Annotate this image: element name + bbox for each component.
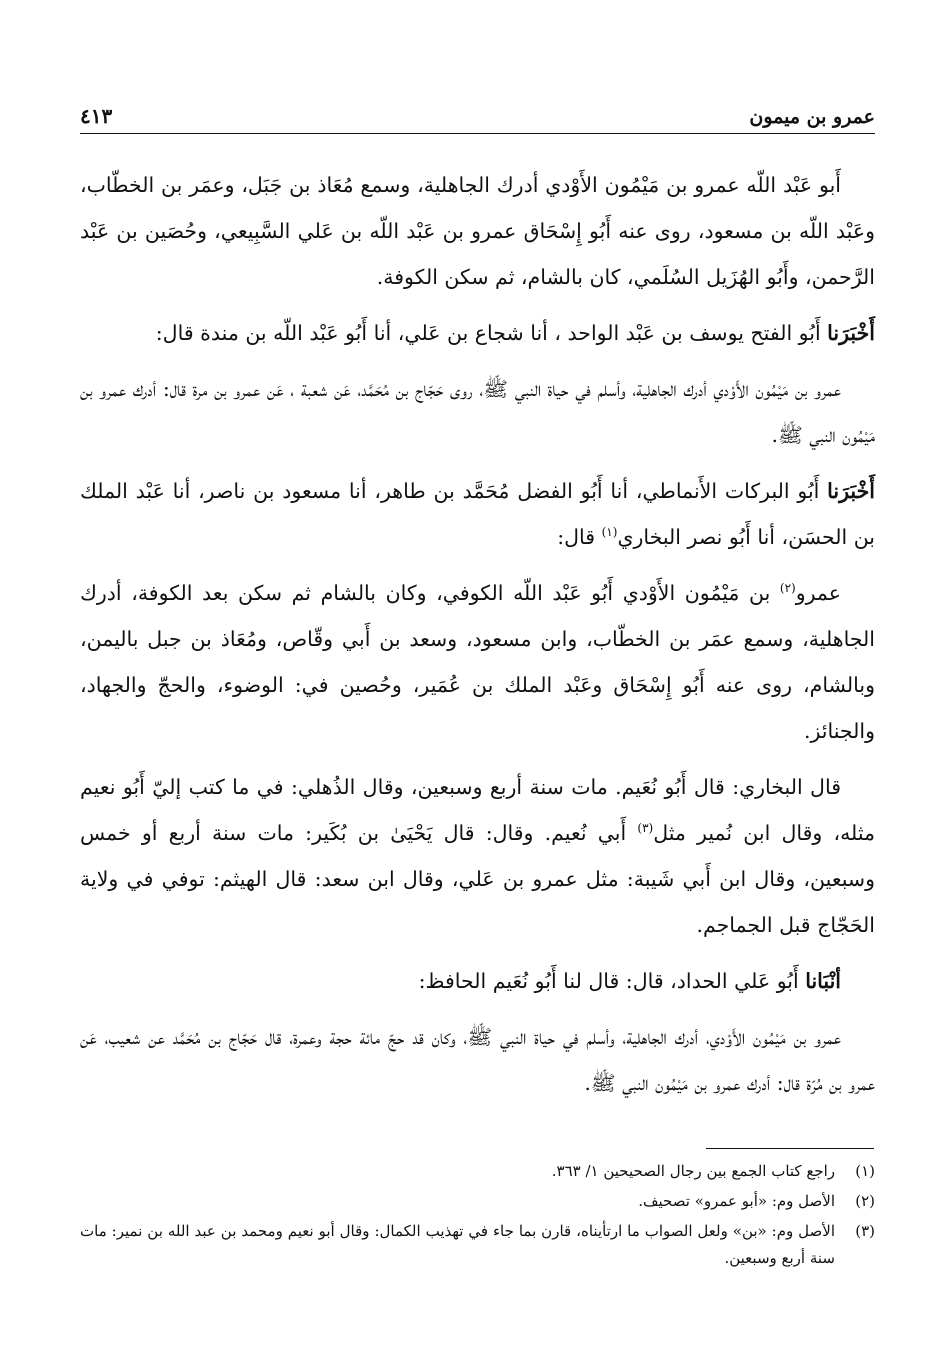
paragraph-4	[80, 468, 875, 560]
footnote-divider	[706, 1148, 874, 1149]
paragraph-7	[80, 958, 875, 1004]
paragraph-8	[80, 1014, 875, 1106]
footnote-2	[80, 1188, 875, 1215]
paragraph-text: أَبُو البركات الأَنماطي، أنا أَبُو الفضل مُحَمَّد بن طاهر، أنا مسعود بن ناصر، أنا عَبْد الملك بن الحسَن، أنا أَبُو نصر البخاري	[80, 479, 875, 549]
page-header	[80, 92, 875, 128]
footnote-mark: (١)	[855, 1162, 875, 1180]
paragraph-5	[80, 570, 875, 754]
paragraph-text: أَبُو عَلي الحداد، قال: قال لنا أَبُو نُعَيم الحافظ:	[418, 969, 806, 993]
paragraph-tail: أَبي نُعيم. وقال: قال يَحْيَىٰ بن بُكَير: مات سنة أربع أو خمس وسبعين، وقال ابن أَبي شَيبة: مثل عمرو بن عَلي، وقال ابن سعد: قال الهيثم: توفي في ولاية الحَجّاج قبل الجماجم.	[80, 821, 875, 937]
footnote-ref-2[interactable]: (٢)	[779, 581, 796, 596]
paragraph-text: أَبُو الفتح يوسف بن عَبْد الواحد ، أنا شجاع بن عَلي، أنا أَبُو عَبْد اللّه بن مندة قال:	[155, 321, 828, 345]
footnote-ref-3[interactable]: (٣)	[637, 821, 654, 836]
paragraph-text: عمرو بن مَيْمُون الأَوْدي، أدرك الجاهلية، وأسلم في حياة النبي ﷺ، وكان قد حجّ مائة حجة وعمرة، قال حَجّاج بن مُحَمَّد عن شعيب، عَن عمرو بن مُرّة قال: أدرك عمرو بن مَيْمُون النبي ﷺ.	[80, 1025, 875, 1095]
isnad-lead: أَخْبَرَنا	[827, 321, 875, 345]
isnad-lead: أنْبَانا	[805, 969, 841, 993]
paragraph-text: أَبو عَبْد اللّه عمرو بن مَيْمُون الأَوْدي أدرك الجاهلية، وسمع مُعَاذ بن جَبَل، وعمَر بن الخطّاب، وعَبْد اللّه بن مسعود، روى عنه أَبُو إِسْحَاق عمرو بن عَبْد اللّه بن عَلي السَّبِيعي، وحُصَين بن عَبْد الرَّحمن، وأَبُو الهُزَيل السُلَمي، كان بالشام، ثم سكن الكوفة.	[80, 173, 875, 289]
paragraph-text: عمرو	[795, 581, 841, 605]
footnote-mark: (٢)	[855, 1192, 875, 1210]
footnote-1	[80, 1158, 875, 1185]
main-text	[80, 162, 875, 1116]
footnote-3	[80, 1218, 875, 1272]
footnote-mark: (٣)	[855, 1222, 875, 1240]
footnote-ref-1[interactable]: (١)	[601, 525, 618, 540]
footnote-text: الأصل وم: «أبو عمرو» تصحيف.	[638, 1192, 835, 1210]
paragraph-3	[80, 366, 875, 458]
paragraph-text: قال البخاري: قال أَبُو نُعَيم. مات سنة أربع وسبعين، وقال الذُهلي: في ما كتب إليّ أَبُو نعيم مثله، وقال ابن نُمير مثل	[80, 775, 876, 845]
paragraph-text: عمرو بن مَيْمُون الأَوْدي أدرك الجاهلية، وأسلم في حياة النبي ﷺ، روى حَجّاج بن مُحَمَّد، عَن شعبة ، عَن عمرو بن مرة قال: أدرك عمرو بن مَيْمُون النبي ﷺ.	[80, 377, 875, 447]
page-number: ٤١٣	[80, 104, 113, 128]
footnote-text: الأصل وم: «بن» ولعل الصواب ما ارتأيناه، قارن بما جاء في تهذيب الكمال: وقال أبو نعيم ومحمد بن عبد الله بن نمير: مات سنة أربع وسبعين.	[80, 1222, 835, 1267]
paragraph-tail: قال:	[557, 525, 602, 549]
paragraph-tail: بن مَيْمُون الأَوْدي أَبُو عَبْد اللّه الكوفي، وكان بالشام ثم سكن بعد الكوفة، أدرك الجاهلية، وسمع عمَر بن الخطّاب، وابن مسعود، وسعد بن أَبي وقّاص، ومُعَاذ بن جبل باليمن، وبالشام، روى عنه أَبُو إِسْحَاق وعَبْد الملك بن عُمَير، وحُصين في: الوضوء، والحجّ والجهاد، والجنائز.	[80, 581, 875, 743]
footnote-text: راجع كتاب الجمع بين رجال الصحيحين ١/ ٣٦٣.	[551, 1162, 835, 1180]
footnotes	[80, 1158, 875, 1275]
isnad-lead: أَخْبَرَنا	[827, 479, 875, 503]
paragraph-1	[80, 162, 875, 300]
paragraph-2	[80, 310, 875, 356]
header-divider	[80, 133, 875, 134]
paragraph-6	[80, 764, 875, 948]
running-title: عمرو بن ميمون	[749, 106, 875, 128]
